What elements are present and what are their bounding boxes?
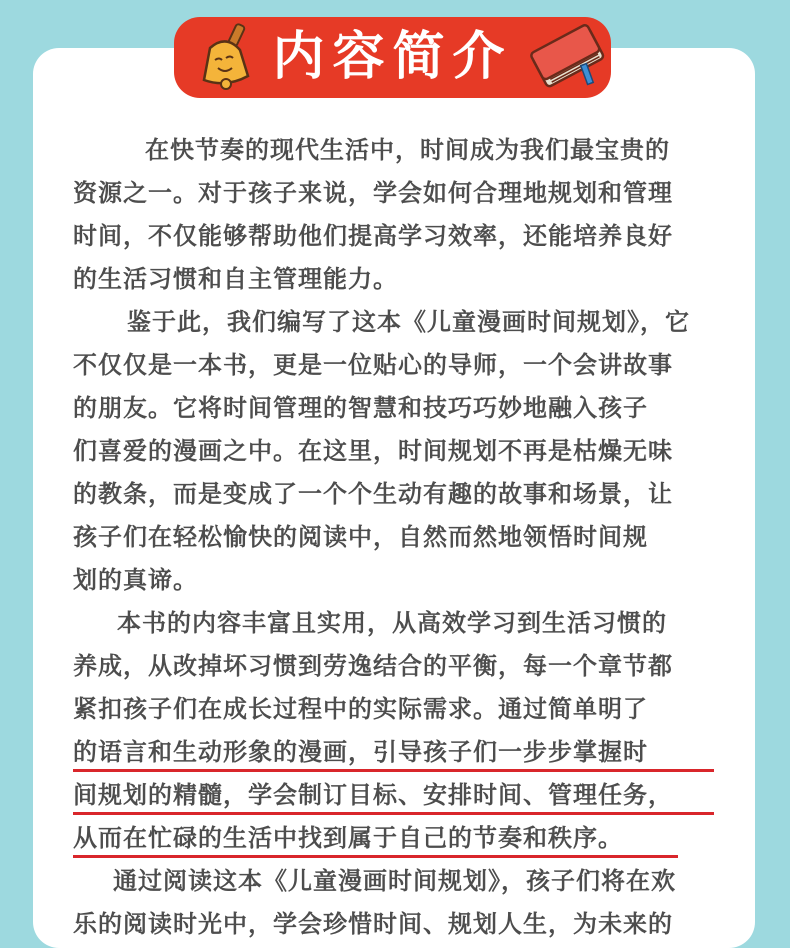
paragraph-line: 紧扣孩子们在成长过程中的实际需求。通过简单明了 xyxy=(73,695,648,723)
paragraph-line: 的生活习惯和自主管理能力。 xyxy=(73,265,398,293)
paragraph-line: 间规划的精髓，学会制订目标、安排时间、管理任务， xyxy=(73,781,673,809)
paragraph-line: 通过阅读这本《儿童漫画时间规划》，孩子们将在欢 xyxy=(113,867,676,895)
paragraph-line: 的教条，而是变成了一个个生动有趣的故事和场景，让 xyxy=(73,480,673,508)
paragraph-line: 们喜爱的漫画之中。在这里，时间规划不再是枯燥无味 xyxy=(73,437,673,465)
bell-icon xyxy=(196,22,258,94)
highlight-underline xyxy=(73,855,678,858)
paragraph-line: 时间，不仅能够帮助他们提高学习效率，还能培养良好 xyxy=(73,222,673,250)
paragraph-line: 鉴于此，我们编写了这本《儿童漫画时间规划》，它 xyxy=(127,308,690,336)
paragraph-line: 的语言和生动形象的漫画，引导孩子们一步步掌握时 xyxy=(73,738,648,766)
paragraph-line: 资源之一。对于孩子来说，学会如何合理地规划和管理 xyxy=(73,179,673,207)
paragraph-line: 在快节奏的现代生活中，时间成为我们最宝贵的 xyxy=(145,136,670,164)
paragraph-line: 养成，从改掉坏习惯到劳逸结合的平衡，每一个章节都 xyxy=(73,652,673,680)
highlight-underline xyxy=(73,812,714,815)
paragraph-line: 从而在忙碌的生活中找到属于自己的节奏和秩序。 xyxy=(73,824,623,852)
paragraph-line: 划的真谛。 xyxy=(73,566,198,594)
paragraph-line: 的朋友。它将时间管理的智慧和技巧巧妙地融入孩子 xyxy=(73,394,648,422)
book-icon xyxy=(528,24,610,90)
page-title: 内容简介 xyxy=(272,27,513,87)
highlight-underline xyxy=(73,769,714,772)
paragraph-line: 乐的阅读时光中，学会珍惜时间、规划人生，为未来的 xyxy=(73,910,673,938)
paragraph-line: 本书的内容丰富且实用，从高效学习到生活习惯的 xyxy=(117,609,667,637)
paragraph-line: 孩子们在轻松愉快的阅读中，自然而然地领悟时间规 xyxy=(73,523,648,551)
paragraph-line: 不仅仅是一本书，更是一位贴心的导师，一个会讲故事 xyxy=(73,351,673,379)
